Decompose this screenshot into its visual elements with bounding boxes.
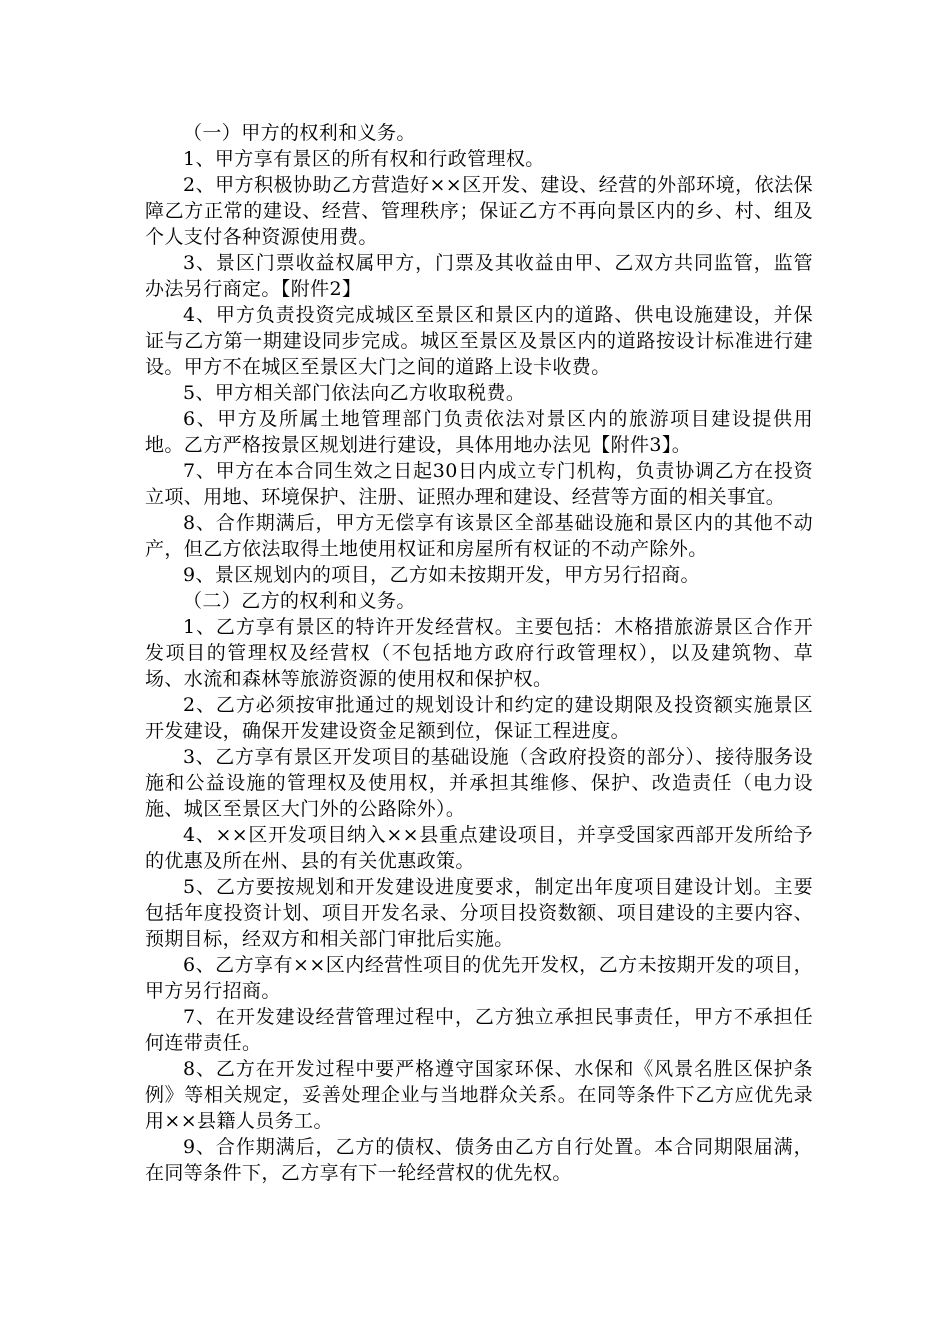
- clause-a7: 7、甲方在本合同生效之日起30日内成立专门机构，负责协调乙方在投资立项、用地、环境保护、注册、证照办理和建设、经营等方面的相关事宜。: [145, 460, 813, 508]
- clause-a9: 9、景区规划内的项目，乙方如未按期开发，甲方另行招商。: [183, 564, 700, 586]
- clause-b8: 8、乙方在开发过程中要严格遵守国家环保、水保和《风景名胜区保护条例》等相关规定，妥善处理企业与当地群众关系。在同等条件下乙方应优先录用××县籍人员务工。: [145, 1058, 813, 1132]
- clause-b7: 7、在开发建设经营管理过程中，乙方独立承担民事责任，甲方不承担任何连带责任。: [145, 1006, 813, 1054]
- clause-a6: 6、甲方及所属土地管理部门负责依法对景区内的旅游项目建设提供用地。乙方严格按景区规划进行建设，具体用地办法见【附件3】。: [145, 408, 813, 456]
- clause-a1: 1、甲方享有景区的所有权和行政管理权。: [183, 148, 545, 170]
- clause-a4: 4、甲方负责投资完成城区至景区和景区内的道路、供电设施建设，并保证与乙方第一期建设同步完成。城区至景区及景区内的道路按设计标准进行建设。甲方不在城区至景区大门之间的道路上设卡收费。: [145, 304, 813, 378]
- clause-a3: 3、景区门票收益权属甲方，门票及其收益由甲、乙双方共同监管，监管办法另行商定。【附件2】: [145, 252, 813, 300]
- section-heading-party-a: （一）甲方的权利和义务。: [183, 122, 416, 144]
- clause-a8: 8、合作期满后，甲方无偿享有该景区全部基础设施和景区内的其他不动产，但乙方依法取得土地使用权证和房屋所有权证的不动产除外。: [145, 512, 813, 560]
- clause-b5: 5、乙方要按规划和开发建设进度要求，制定出年度项目建设计划。主要包括年度投资计划、项目开发名录、分项目投资数额、项目建设的主要内容、预期目标，经双方和相关部门审批后实施。: [145, 876, 813, 950]
- clause-b4: 4、××区开发项目纳入××县重点建设项目，并享受国家西部开发所给予的优惠及所在州、县的有关优惠政策。: [145, 824, 813, 872]
- clause-b9: 9、合作期满后，乙方的债权、债务由乙方自行处置。本合同期限届满，在同等条件下，乙方享有下一轮经营权的优先权。: [145, 1136, 813, 1184]
- clause-a2: 2、甲方积极协助乙方营造好××区开发、建设、经营的外部环境，依法保障乙方正常的建设、经营、管理秩序；保证乙方不再向景区内的乡、村、组及个人支付各种资源使用费。: [145, 174, 813, 248]
- document-body: [145, 120, 813, 1186]
- clause-b2: 2、乙方必须按审批通过的规划设计和约定的建设期限及投资额实施景区开发建设，确保开发建设资金足额到位，保证工程进度。: [145, 694, 813, 742]
- section-heading-party-b: （二）乙方的权利和义务。: [183, 590, 416, 612]
- clause-b1: 1、乙方享有景区的特许开发经营权。主要包括：木格措旅游景区合作开发项目的管理权及经营权（不包括地方政府行政管理权），以及建筑物、草场、水流和森林等旅游资源的使用权和保护权。: [145, 616, 813, 690]
- clause-a5: 5、甲方相关部门依法向乙方收取税费。: [183, 382, 526, 404]
- clause-b3: 3、乙方享有景区开发项目的基础设施（含政府投资的部分）、接待服务设施和公益设施的管理权及使用权，并承担其维修、保护、改造责任（电力设施、城区至景区大门外的公路除外）。: [145, 746, 813, 820]
- clause-b6: 6、乙方享有××区内经营性项目的优先开发权，乙方未按期开发的项目，甲方另行招商。: [145, 954, 813, 1002]
